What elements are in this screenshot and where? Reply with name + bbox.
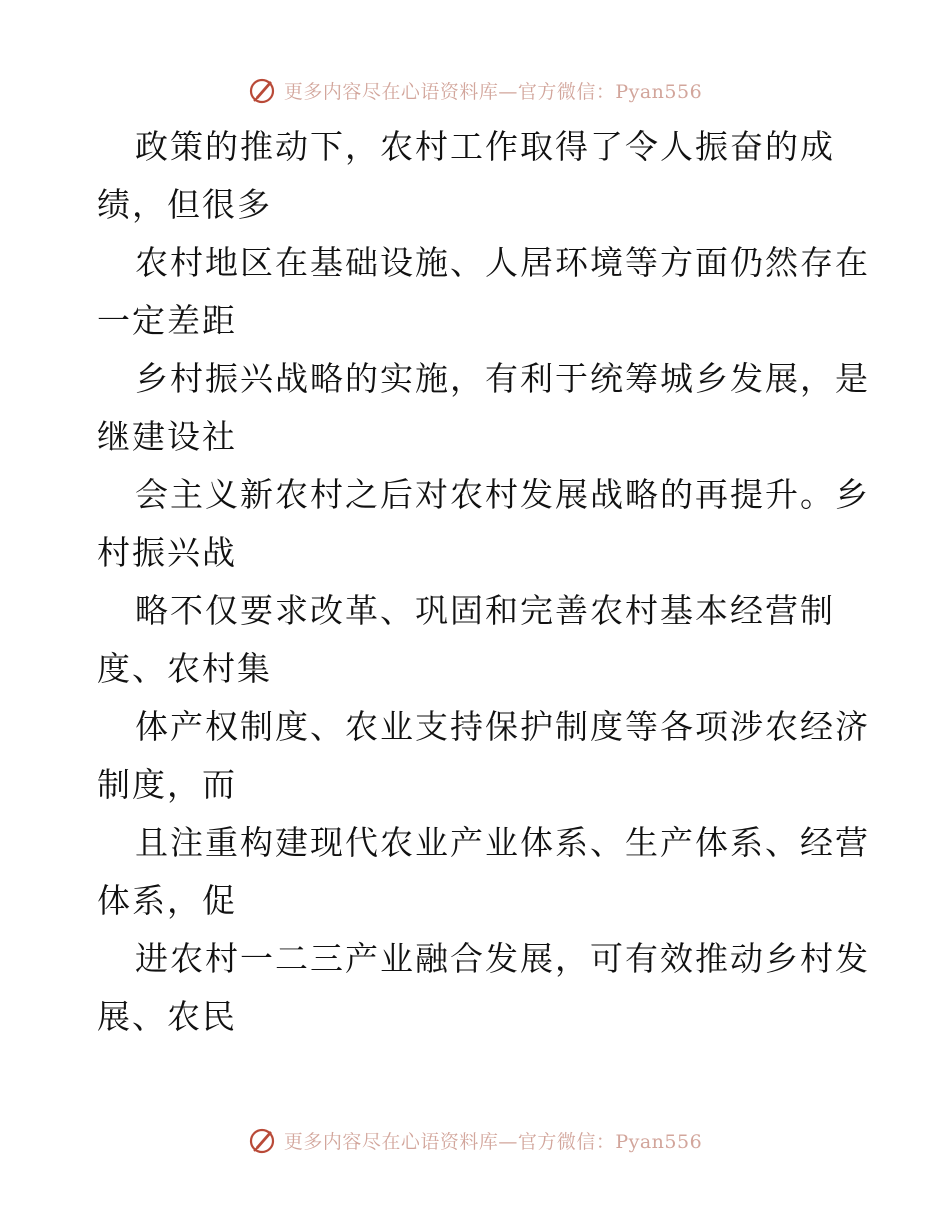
document-body (97, 118, 870, 1046)
watermark-text: 更多内容尽在心语资料库—官方微信：Pyan556 (283, 80, 703, 103)
text-line: 绩，但很多 (97, 185, 272, 224)
text-line: 农村地区在基础设施、人居环境等方面仍然存在 (135, 243, 870, 282)
text-line: 会主义新农村之后对农村发展战略的再提升。乡 (135, 475, 870, 514)
watermark-text: 更多内容尽在心语资料库—官方微信：Pyan556 (283, 1130, 703, 1153)
text-line: 进农村一二三产业融合发展，可有效推动乡村发 (135, 939, 870, 978)
text-line: 体系，促 (97, 881, 237, 920)
text-line: 一定差距 (97, 301, 237, 340)
quill-logo-icon (248, 1125, 278, 1155)
text-line: 体产权制度、农业支持保护制度等各项涉农经济 (135, 707, 870, 746)
text-line: 度、农村集 (97, 649, 272, 688)
text-line: 乡村振兴战略的实施，有利于统筹城乡发展，是 (135, 359, 870, 398)
text-line: 略不仅要求改革、巩固和完善农村基本经营制 (135, 591, 835, 630)
text-line: 村振兴战 (97, 533, 237, 572)
header-watermark (0, 72, 950, 108)
footer-watermark (0, 1122, 950, 1158)
text-line: 制度，而 (97, 765, 237, 804)
text-line: 继建设社 (97, 417, 237, 456)
quill-logo-icon (248, 75, 278, 105)
text-line: 展、农民 (97, 997, 237, 1036)
text-line: 政策的推动下，农村工作取得了令人振奋的成 (135, 127, 835, 166)
text-line: 且注重构建现代农业产业体系、生产体系、经营 (135, 823, 870, 862)
